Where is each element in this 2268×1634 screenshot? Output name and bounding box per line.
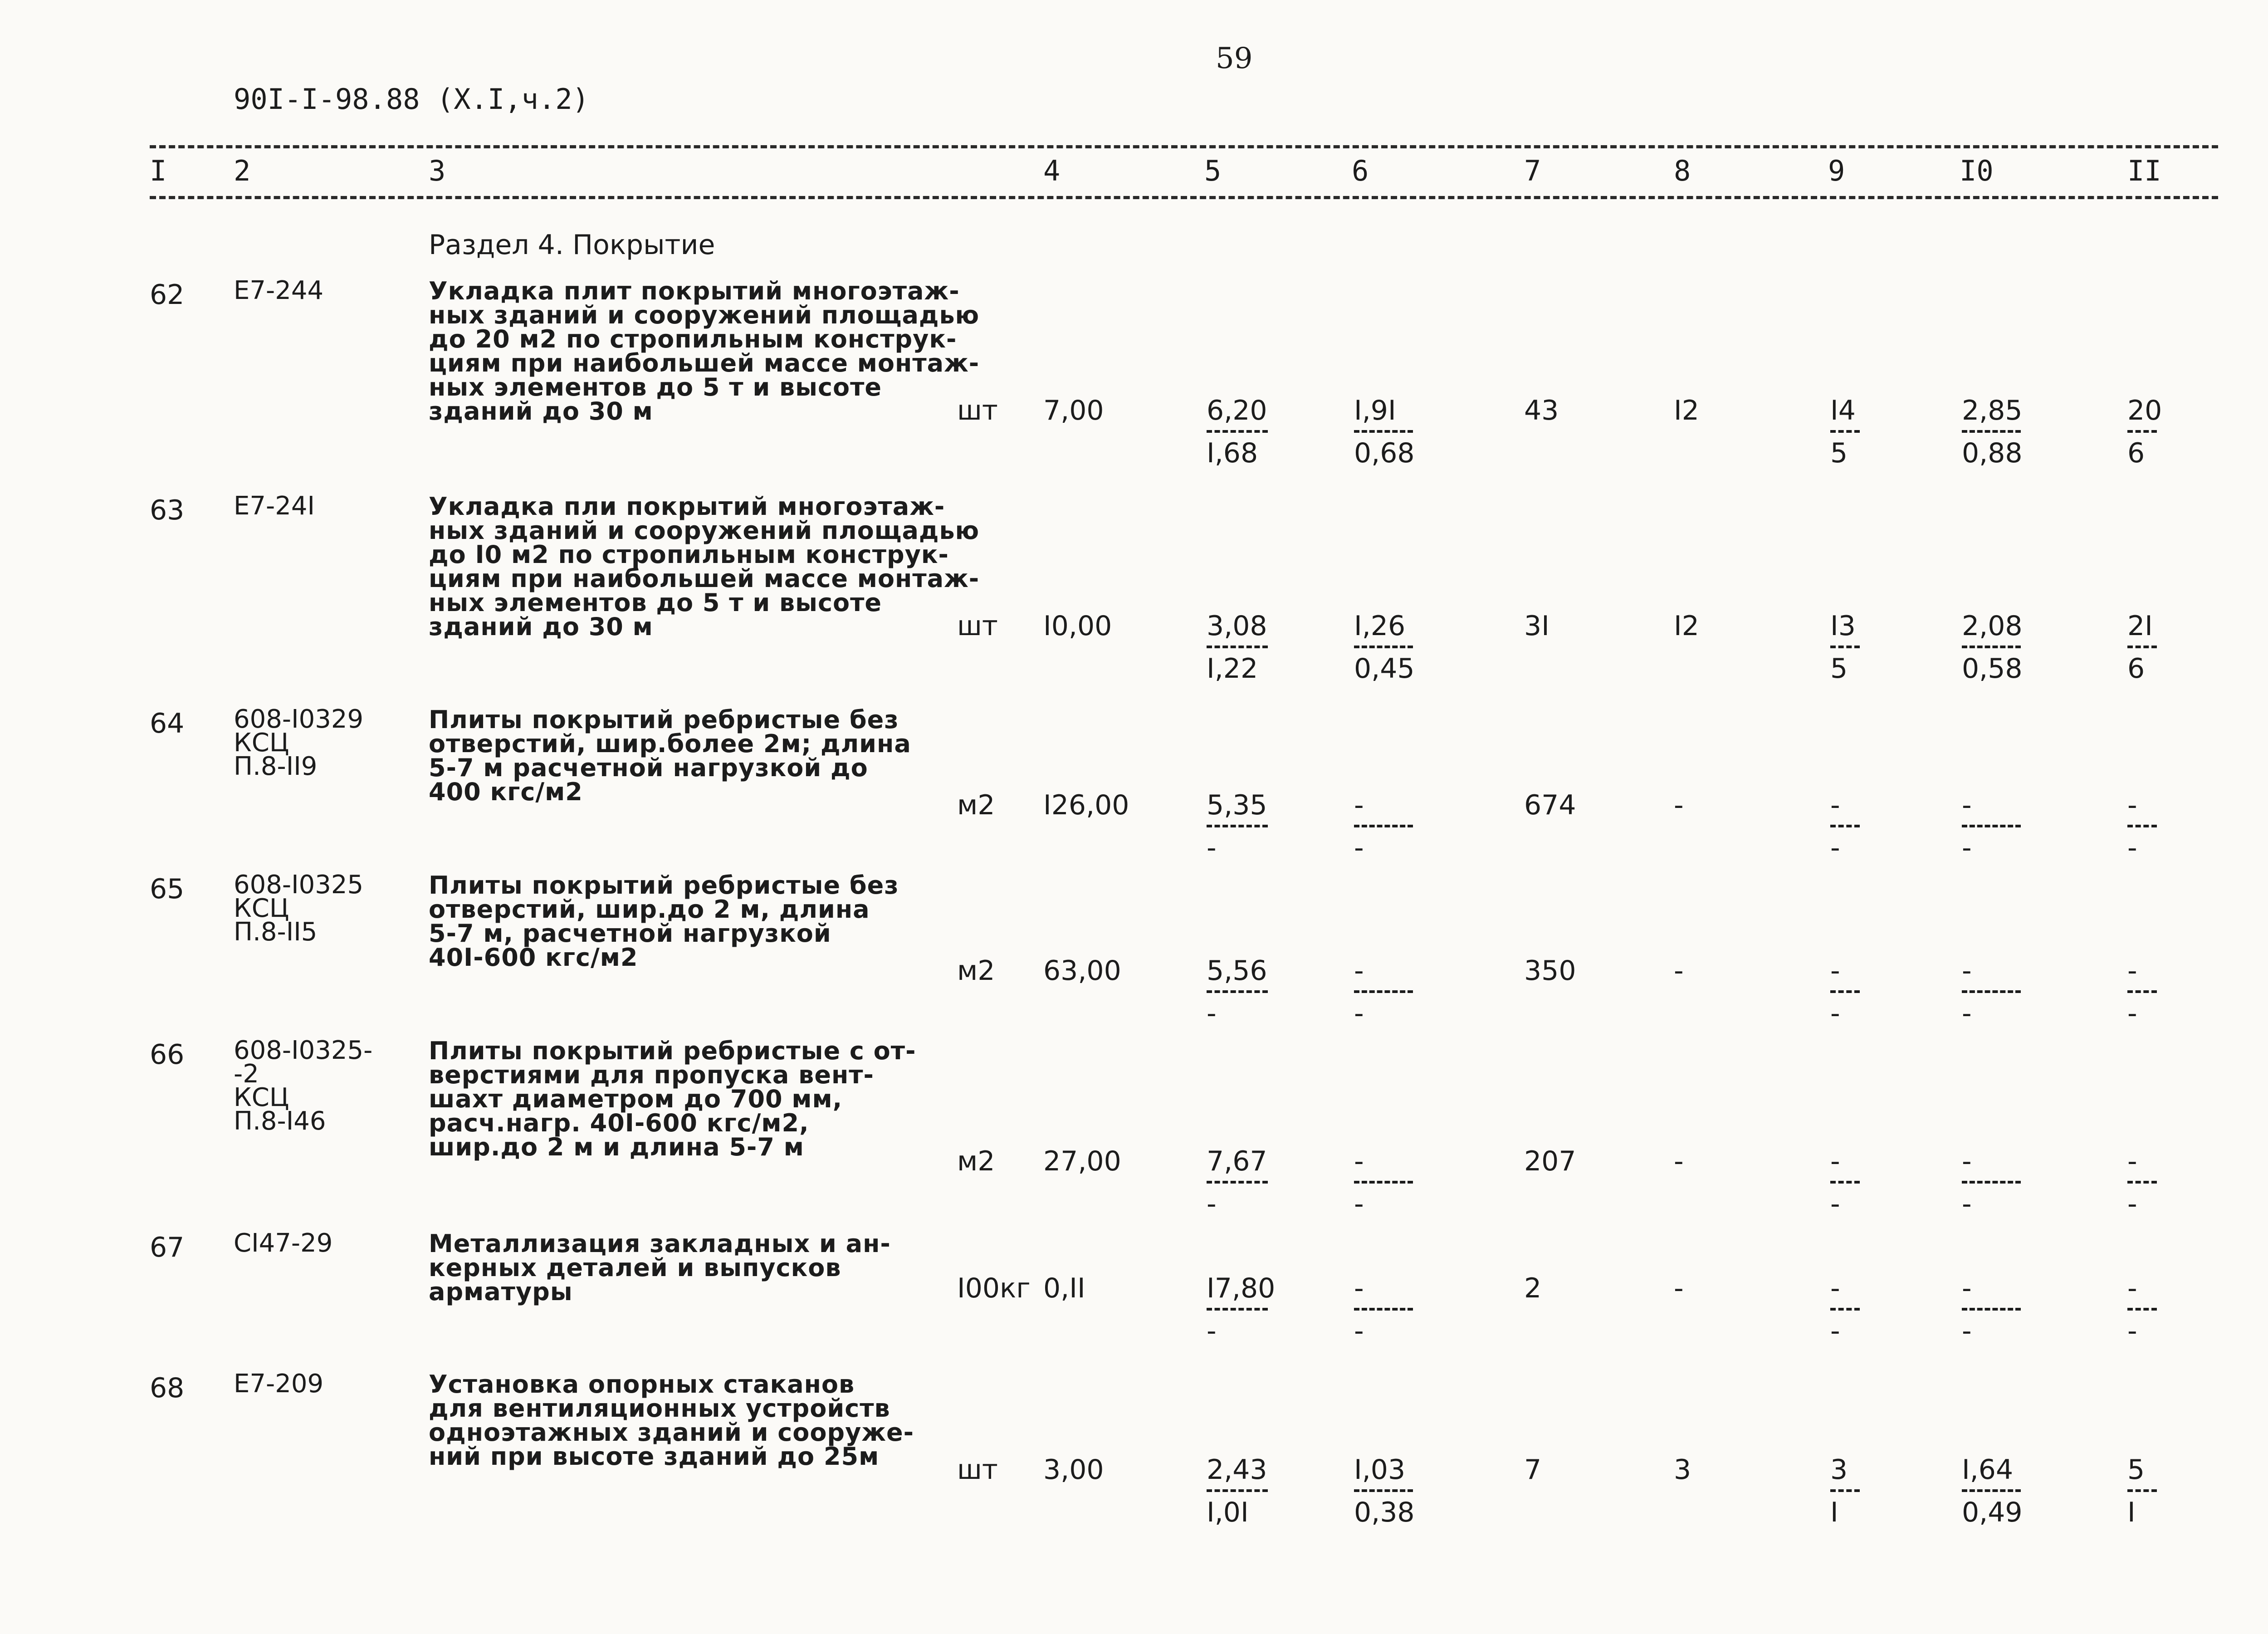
row-code-line: КСЦ (234, 894, 289, 923)
fraction-bar (1207, 990, 1268, 993)
row-number: 66 (150, 1039, 185, 1071)
row-fraction-c11 (2127, 1454, 2157, 1528)
row-fraction-c11 (2127, 610, 2157, 685)
fraction-denominator: - (1962, 1188, 1972, 1220)
column-header-10: I0 (1960, 154, 1994, 187)
fraction-denominator: - (1962, 1315, 1972, 1347)
fraction-bar (1962, 1181, 2021, 1184)
row-description-line: Плиты покрытий ребристые без (429, 871, 899, 900)
fraction-bar (1962, 825, 2021, 827)
row-description-line: до 20 м2 по стропильным конструк- (429, 325, 957, 353)
row-fraction-c11 (2127, 1272, 2157, 1347)
fraction-denominator: - (1830, 1315, 1840, 1347)
fraction-bar (1207, 646, 1268, 648)
row-fraction-c11 (2127, 789, 2157, 864)
column-header-5: 5 (1204, 154, 1222, 187)
fraction-denominator: - (2127, 1315, 2137, 1347)
row-description-line: верстиями для пропуска вент- (429, 1061, 874, 1089)
header-top-rule (150, 145, 2218, 148)
row-fraction-c6 (1354, 1454, 1415, 1528)
fraction-denominator: I,22 (1207, 653, 1258, 685)
fraction-denominator: - (2127, 832, 2137, 864)
fraction-bar (1830, 430, 1860, 433)
row-fraction-c5 (1207, 395, 1268, 469)
fraction-numerator: 5 (2127, 1454, 2145, 1486)
fraction-numerator: - (1354, 1145, 1364, 1177)
fraction-bar (1354, 990, 1413, 993)
fraction-numerator: I7,80 (1207, 1272, 1276, 1304)
row-fraction-c10 (1962, 789, 2021, 864)
column-header-11: II (2127, 154, 2161, 187)
fraction-numerator: 5,56 (1207, 955, 1267, 987)
header-bottom-rule (150, 196, 2218, 199)
fraction-numerator: - (1830, 1272, 1840, 1304)
row-unit: м2 (957, 955, 995, 987)
fraction-denominator: - (1830, 832, 1840, 864)
page-number: 59 (1216, 42, 1253, 75)
row-number: 68 (150, 1372, 185, 1404)
row-unit: шт (957, 1454, 998, 1486)
row-code-line: E7-244 (234, 276, 324, 305)
row-quantity: 27,00 (1043, 1145, 1121, 1177)
row-description-line: до I0 м2 по стропильным конструк- (429, 540, 949, 569)
fraction-numerator: - (1830, 1145, 1840, 1177)
row-number: 67 (150, 1232, 185, 1263)
fraction-bar (1962, 1489, 2021, 1492)
row-description-line: отверстий, шир.более 2м; длина (429, 729, 911, 758)
fraction-bar (1207, 1308, 1268, 1311)
row-description-line: циям при наибольшей массе монтаж- (429, 564, 980, 593)
row-fraction-c9 (1830, 610, 1860, 685)
row-fraction-c9 (1830, 1272, 1860, 1347)
row-code-line: -2 (234, 1059, 259, 1089)
fraction-bar (1354, 430, 1413, 433)
fraction-denominator: 6 (2127, 437, 2145, 469)
document-code: 90I-I-98.88 (X.I,ч.2) (234, 83, 589, 116)
row-description-line: ний при высоте зданий до 25м (429, 1442, 880, 1471)
row-col8: - (1674, 955, 1684, 987)
row-description-line: ных зданий и сооружений площадью (429, 516, 980, 545)
fraction-numerator: I4 (1830, 395, 1856, 426)
fraction-numerator: - (1354, 789, 1364, 821)
row-fraction-c9 (1830, 1454, 1860, 1528)
fraction-denominator: - (1354, 998, 1364, 1029)
row-description-line: керных деталей и выпусков (429, 1253, 841, 1282)
row-col7: 2 (1524, 1272, 1542, 1304)
fraction-bar (2127, 1181, 2157, 1184)
row-col7: 674 (1524, 789, 1576, 821)
row-code-line: E7-209 (234, 1369, 324, 1399)
row-description-line: шир.до 2 м и длина 5-7 м (429, 1133, 804, 1161)
row-description-line: расч.нагр. 40I-600 кгс/м2, (429, 1109, 809, 1137)
fraction-numerator: - (1962, 1272, 1972, 1304)
row-col7: 207 (1524, 1145, 1576, 1177)
row-code-line: E7-24I (234, 491, 315, 521)
row-fraction-c6 (1354, 395, 1415, 469)
row-description-line: зданий до 30 м (429, 612, 653, 641)
row-fraction-c5 (1207, 1145, 1268, 1220)
row-fraction-c9 (1830, 1145, 1860, 1220)
fraction-numerator: - (1962, 789, 1972, 821)
fraction-bar (1830, 1489, 1860, 1492)
fraction-denominator: - (1354, 832, 1364, 864)
column-header-4: 4 (1043, 154, 1061, 187)
fraction-bar (1207, 1181, 1268, 1184)
row-description-line: ных зданий и сооружений площадью (429, 301, 980, 329)
fraction-bar (1207, 1489, 1268, 1492)
row-description-line: 5-7 м расчетной нагрузкой до (429, 753, 868, 782)
fraction-numerator: I,9I (1354, 395, 1396, 426)
row-description-line: Плиты покрытий ребристые с от- (429, 1037, 916, 1065)
row-quantity: I0,00 (1043, 610, 1112, 642)
fraction-numerator: - (1354, 1272, 1364, 1304)
fraction-bar (1354, 1489, 1413, 1492)
column-header-2: 2 (234, 154, 251, 187)
fraction-denominator: 0,49 (1962, 1497, 2023, 1528)
fraction-numerator: 3 (1830, 1454, 1848, 1486)
fraction-bar (2127, 646, 2157, 648)
row-number: 62 (150, 279, 185, 311)
row-quantity: 7,00 (1043, 395, 1104, 426)
row-unit: шт (957, 610, 998, 642)
row-quantity: 63,00 (1043, 955, 1121, 987)
row-col8: - (1674, 1145, 1684, 1177)
fraction-denominator: 5 (1830, 653, 1848, 685)
row-fraction-c10 (1962, 1454, 2023, 1528)
column-header-9: 9 (1828, 154, 1845, 187)
row-col7: 3I (1524, 610, 1549, 642)
fraction-numerator: - (2127, 1145, 2137, 1177)
fraction-bar (1207, 825, 1268, 827)
fraction-bar (2127, 825, 2157, 827)
fraction-bar (1830, 1181, 1860, 1184)
row-fraction-c11 (2127, 955, 2157, 1029)
fraction-denominator: I (1830, 1497, 1838, 1528)
fraction-denominator: - (1207, 832, 1217, 864)
fraction-numerator: 20 (2127, 395, 2162, 426)
row-description-line: арматуры (429, 1277, 573, 1306)
fraction-denominator: 0,68 (1354, 437, 1415, 469)
fraction-numerator: 2,08 (1962, 610, 2023, 642)
fraction-bar (1207, 430, 1268, 433)
row-fraction-c10 (1962, 395, 2023, 469)
fraction-numerator: 7,67 (1207, 1145, 1267, 1177)
row-description-line: Укладка пли покрытий многоэтаж- (429, 492, 945, 521)
row-code-line: CI47-29 (234, 1228, 333, 1258)
row-fraction-c5 (1207, 789, 1268, 864)
row-fraction-c9 (1830, 395, 1860, 469)
fraction-numerator: 2I (2127, 610, 2153, 642)
fraction-denominator: - (1962, 832, 1972, 864)
row-fraction-c5 (1207, 955, 1268, 1029)
fraction-numerator: - (1962, 1145, 1972, 1177)
fraction-bar (1354, 1308, 1413, 1311)
row-description-line: Плиты покрытий ребристые без (429, 705, 899, 734)
row-description-line: циям при наибольшей массе монтаж- (429, 349, 980, 377)
row-col8: I2 (1674, 610, 1699, 642)
row-fraction-c11 (2127, 395, 2162, 469)
fraction-numerator: 5,35 (1207, 789, 1267, 821)
row-fraction-c10 (1962, 610, 2023, 685)
fraction-denominator: I,0I (1207, 1497, 1249, 1528)
row-fraction-c9 (1830, 955, 1860, 1029)
row-unit: м2 (957, 1145, 995, 1177)
row-code-line: П.8-I46 (234, 1106, 326, 1136)
row-code-line: П.8-II9 (234, 752, 318, 781)
row-code-line: 608-I0325- (234, 1036, 373, 1065)
row-description-line: 40I-600 кгс/м2 (429, 943, 638, 972)
row-description-line: зданий до 30 м (429, 397, 653, 426)
row-fraction-c9 (1830, 789, 1860, 864)
fraction-bar (1830, 646, 1860, 648)
fraction-numerator: 2,43 (1207, 1454, 1267, 1486)
fraction-numerator: - (1830, 789, 1840, 821)
fraction-numerator: - (2127, 789, 2137, 821)
row-unit: шт (957, 395, 998, 426)
fraction-numerator: - (1962, 955, 1972, 987)
row-code-line: П.8-II5 (234, 917, 318, 947)
fraction-denominator: - (1962, 998, 1972, 1029)
fraction-bar (1830, 1308, 1860, 1311)
fraction-denominator: - (2127, 998, 2137, 1029)
fraction-numerator: I,03 (1354, 1454, 1406, 1486)
fraction-bar (2127, 1308, 2157, 1311)
row-unit: м2 (957, 789, 995, 821)
column-header-3: 3 (429, 154, 446, 187)
column-header-8: 8 (1674, 154, 1691, 187)
fraction-denominator: I,68 (1207, 437, 1258, 469)
row-description-line: Установка опорных стаканов (429, 1370, 855, 1399)
row-fraction-c5 (1207, 1454, 1268, 1528)
fraction-bar (1354, 825, 1413, 827)
column-header-6: 6 (1352, 154, 1369, 187)
row-fraction-c5 (1207, 1272, 1275, 1347)
row-number: 63 (150, 494, 185, 526)
fraction-numerator: I,26 (1354, 610, 1406, 642)
fraction-denominator: - (1830, 998, 1840, 1029)
fraction-denominator: 0,88 (1962, 437, 2023, 469)
fraction-denominator: - (1207, 1188, 1217, 1220)
row-description-line: Металлизация закладных и ан- (429, 1229, 891, 1258)
fraction-denominator: 0,38 (1354, 1497, 1415, 1528)
fraction-numerator: - (1830, 955, 1840, 987)
row-col7: 43 (1524, 395, 1559, 426)
row-description-line: ных элементов до 5 т и высоте (429, 373, 882, 401)
row-description-line: ных элементов до 5 т и высоте (429, 588, 882, 617)
fraction-denominator: - (1354, 1188, 1364, 1220)
fraction-bar (2127, 1489, 2157, 1492)
fraction-denominator: - (1830, 1188, 1840, 1220)
fraction-bar (1354, 646, 1413, 648)
fraction-bar (2127, 990, 2157, 993)
row-number: 65 (150, 873, 185, 905)
fraction-bar (1830, 825, 1860, 827)
fraction-bar (2127, 430, 2157, 433)
row-description-line: одноэтажных зданий и сооруже- (429, 1418, 914, 1447)
fraction-denominator: 5 (1830, 437, 1848, 469)
row-fraction-c10 (1962, 1272, 2021, 1347)
row-description-line: 400 кгс/м2 (429, 778, 583, 806)
row-quantity: I26,00 (1043, 789, 1129, 821)
row-description-line: отверстий, шир.до 2 м, длина (429, 895, 870, 924)
fraction-numerator: - (1354, 955, 1364, 987)
fraction-numerator: I3 (1830, 610, 1856, 642)
fraction-bar (1962, 1308, 2021, 1311)
row-col8: - (1674, 789, 1684, 821)
fraction-bar (1962, 990, 2021, 993)
fraction-denominator: 0,45 (1354, 653, 1415, 685)
row-fraction-c6 (1354, 789, 1413, 864)
row-description-line: шахт диаметром до 700 мм, (429, 1085, 843, 1113)
fraction-numerator: 6,20 (1207, 395, 1267, 426)
fraction-denominator: - (1207, 998, 1217, 1029)
fraction-denominator: I (2127, 1497, 2136, 1528)
fraction-denominator: 6 (2127, 653, 2145, 685)
row-col8: - (1674, 1272, 1684, 1304)
fraction-bar (1354, 1181, 1413, 1184)
fraction-numerator: 3,08 (1207, 610, 1267, 642)
row-quantity: 3,00 (1043, 1454, 1104, 1486)
row-fraction-c6 (1354, 610, 1415, 685)
fraction-denominator: - (1207, 1315, 1217, 1347)
fraction-bar (1830, 990, 1860, 993)
fraction-denominator: 0,58 (1962, 653, 2023, 685)
row-col8: 3 (1674, 1454, 1691, 1486)
row-description-line: Укладка плит покрытий многоэтаж- (429, 277, 960, 305)
row-fraction-c6 (1354, 1145, 1413, 1220)
row-number: 64 (150, 708, 185, 739)
row-code-line: КСЦ (234, 728, 289, 758)
fraction-bar (1962, 430, 2021, 433)
row-col8: I2 (1674, 395, 1699, 426)
fraction-numerator: - (2127, 955, 2137, 987)
fraction-numerator: - (2127, 1272, 2137, 1304)
section-title: Раздел 4. Покрытие (429, 229, 715, 261)
fraction-denominator: - (2127, 1188, 2137, 1220)
row-description-line: 5-7 м, расчетной нагрузкой (429, 919, 831, 948)
column-header-7: 7 (1524, 154, 1541, 187)
row-quantity: 0,II (1043, 1272, 1085, 1304)
column-header-1: I (150, 154, 167, 187)
row-fraction-c6 (1354, 1272, 1413, 1347)
row-fraction-c6 (1354, 955, 1413, 1029)
row-fraction-c5 (1207, 610, 1268, 685)
row-description-line: для вентиляционных устройств (429, 1394, 890, 1423)
fraction-numerator: I,64 (1962, 1454, 2014, 1486)
row-code-line: 608-I0329 (234, 704, 364, 734)
row-code-line: 608-I0325 (234, 870, 364, 900)
row-code-line: КСЦ (234, 1083, 289, 1112)
fraction-numerator: 2,85 (1962, 395, 2023, 426)
row-unit: I00кг (957, 1272, 1031, 1304)
row-col7: 7 (1524, 1454, 1542, 1486)
fraction-denominator: - (1354, 1315, 1364, 1347)
row-fraction-c10 (1962, 955, 2021, 1029)
fraction-bar (1962, 646, 2021, 648)
row-fraction-c11 (2127, 1145, 2157, 1220)
row-col7: 350 (1524, 955, 1576, 987)
row-fraction-c10 (1962, 1145, 2021, 1220)
